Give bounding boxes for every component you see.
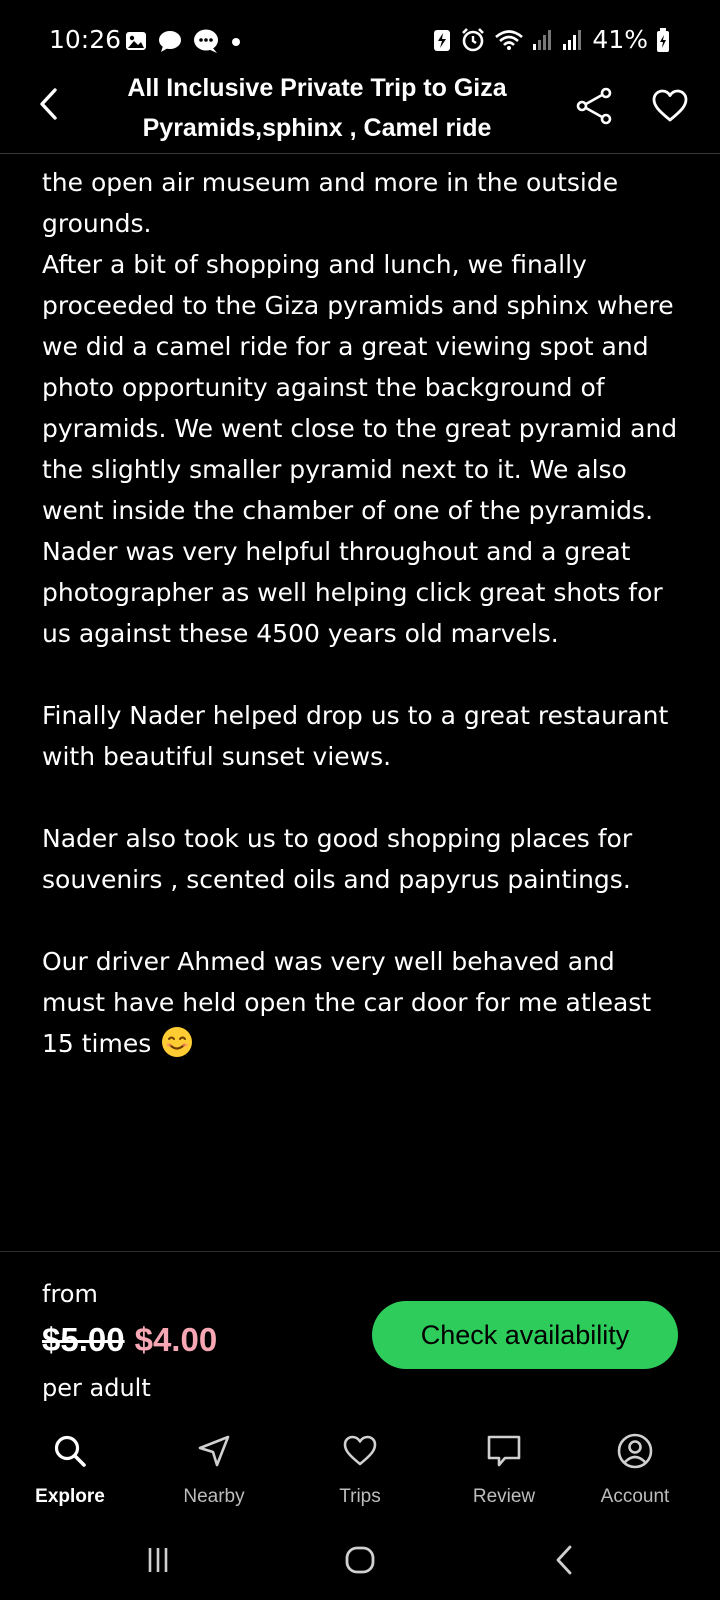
status-time: 10:26 (49, 25, 122, 54)
system-nav-bar (0, 1528, 720, 1600)
sale-price: $4.00 (134, 1321, 218, 1358)
paragraph-gap (42, 900, 682, 941)
paragraph-gap (42, 777, 682, 818)
review-paragraph: Finally Nader helped drop us to a great restaurant with beautiful sunset views. (42, 701, 677, 771)
alarm-icon (460, 27, 486, 53)
nav-account[interactable] (565, 1420, 705, 1520)
share-icon (574, 86, 614, 126)
price-unit-label: per adult (42, 1374, 151, 1402)
page-title: All Inclusive Private Trip to Giza Pyramids,sphinx , Camel ride (127, 74, 507, 142)
heart-icon (341, 1426, 379, 1476)
messages-icon (192, 28, 220, 54)
signal-icon (562, 28, 584, 52)
check-availability-button[interactable] (372, 1301, 678, 1369)
gallery-notification-icon (124, 29, 148, 53)
share-button[interactable] (572, 84, 616, 128)
nav-label-nearby: Nearby (183, 1486, 245, 1507)
nav-label-account: Account (600, 1486, 670, 1507)
review-paragraph-text: Our driver Ahmed was very well behaved and must have held open the car door for me atleast 15 times (42, 947, 660, 1058)
price-row (42, 1318, 217, 1362)
search-icon (52, 1426, 88, 1476)
recent-apps-button[interactable] (128, 1538, 188, 1582)
status-right-icons (424, 24, 670, 56)
back-nav-button[interactable] (534, 1538, 594, 1582)
chat-bubble-icon (157, 29, 183, 53)
divider (0, 1251, 720, 1252)
review-paragraph: Nader was very helpful throughout and a great photographer as well helping click great shots for us against these 4500 years old marvels. (42, 537, 671, 648)
review-icon (485, 1426, 523, 1476)
battery-icon (656, 27, 670, 53)
recent-apps-icon (143, 1545, 173, 1575)
nav-label-explore: Explore (35, 1486, 105, 1507)
bottom-nav (0, 1420, 720, 1520)
home-icon (344, 1544, 376, 1576)
review-paragraph: After a bit of shopping and lunch, we finally proceeded to the Giza pyramids and sphinx where we did a camel ride for a great viewing spot and photo opportunity against the background of pyramids. We went close to the great pyramid and the slightly smaller pyramid next to it. We also went inside the chamber of one of the pyramids. (42, 250, 686, 525)
review-paragraph: Nader also took us to good shopping places for souvenirs , scented oils and papyrus paintings. (42, 824, 641, 894)
status-left-icons (124, 26, 252, 56)
header (0, 62, 720, 154)
wifi-icon (494, 28, 524, 52)
dot-icon (229, 29, 243, 53)
back-icon (553, 1544, 575, 1576)
chevron-left-icon (37, 87, 59, 121)
signal-icon (532, 28, 554, 52)
review-body (0, 154, 720, 1252)
nav-explore[interactable] (0, 1420, 140, 1520)
back-button[interactable] (28, 84, 68, 124)
nav-nearby[interactable] (144, 1420, 284, 1520)
account-icon (616, 1426, 654, 1476)
home-button[interactable] (330, 1538, 390, 1582)
heart-icon (651, 89, 689, 123)
nav-review[interactable] (434, 1420, 574, 1520)
battery-saver-icon (432, 27, 452, 53)
original-price: $5.00 (42, 1321, 125, 1358)
review-text (42, 162, 686, 1064)
paragraph-gap (42, 654, 682, 695)
review-paragraph: the open air museum and more in the outside grounds. (42, 168, 627, 238)
save-button[interactable] (648, 84, 692, 128)
review-paragraph-last (42, 941, 682, 1064)
smiling-face-icon (161, 1026, 193, 1058)
navigation-arrow-icon (196, 1426, 232, 1476)
nav-label-review: Review (472, 1486, 536, 1507)
nav-label-trips: Trips (339, 1486, 381, 1507)
nav-trips[interactable] (290, 1420, 430, 1520)
check-availability-label: Check availability (420, 1319, 630, 1350)
price-from-label: from (42, 1280, 98, 1308)
battery-percent: 41% (592, 25, 648, 54)
